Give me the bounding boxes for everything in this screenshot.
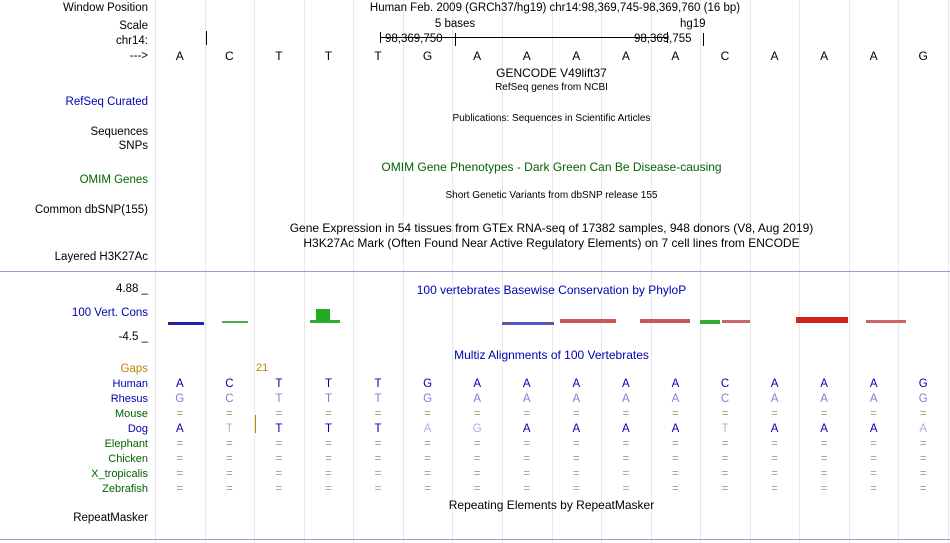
ruler-base: C — [225, 49, 234, 63]
alignment-base: = — [374, 468, 382, 480]
alignment-base: A — [522, 393, 531, 405]
alignment-base: A — [770, 378, 779, 390]
alignment-base: = — [374, 483, 382, 495]
alignment-base: = — [672, 468, 679, 480]
alignment-base: T — [225, 423, 233, 435]
alignment-base: G — [175, 393, 185, 405]
alignment-base: = — [919, 408, 927, 420]
alignment-base: = — [225, 483, 233, 495]
alignment-base: = — [275, 453, 283, 465]
alignment-base: = — [473, 468, 481, 480]
alignment-base: A — [473, 393, 481, 405]
alignment-base: = — [721, 438, 729, 450]
alignment-base: = — [325, 483, 332, 495]
alignment-base: = — [572, 438, 580, 450]
alignment-base: = — [820, 438, 828, 450]
scale-bar-label: 5 bases — [434, 18, 476, 30]
coordinate-label-left: 98,369,750 — [385, 33, 443, 45]
alignment-base: A — [770, 393, 779, 405]
track-label-common-dbsnp[interactable]: Common dbSNP(155) — [34, 204, 148, 216]
alignment-base: = — [919, 438, 927, 450]
species-label-chicken[interactable]: Chicken — [108, 453, 148, 465]
track-label-cons-max[interactable]: 4.88 _ — [116, 283, 148, 295]
ruler-base: A — [621, 49, 630, 63]
track-label-refseq-curated[interactable]: RefSeq Curated — [65, 96, 148, 108]
track-title[interactable]: RefSeq genes from NCBI — [495, 82, 608, 93]
alignment-base: C — [225, 393, 234, 405]
alignment-base: = — [572, 408, 580, 420]
alignment-base: = — [325, 453, 332, 465]
ruler-base: T — [324, 49, 333, 63]
alignment-base: A — [473, 378, 481, 390]
ruler-base: T — [275, 49, 283, 63]
ruler-base: G — [422, 49, 433, 63]
alignment-base: A — [522, 378, 531, 390]
alignment-base: = — [523, 483, 531, 495]
ruler-base: G — [918, 49, 928, 63]
alignment-base: T — [275, 378, 283, 390]
alignment-base: = — [176, 468, 184, 480]
alignment-base: = — [870, 408, 878, 420]
assembly-position-label: Human Feb. 2009 (GRCh37/hg19) chr14:98,369,745-98,369,760 (16 bp) — [369, 2, 741, 14]
alignment-base: = — [275, 438, 283, 450]
alignment-base: = — [919, 453, 927, 465]
alignment-base: = — [473, 438, 481, 450]
ruler-base: A — [473, 49, 482, 63]
alignment-base: A — [175, 423, 184, 435]
alignment-base: = — [275, 483, 283, 495]
alignment-base: = — [919, 483, 927, 495]
alignment-base: = — [721, 468, 729, 480]
alignment-base: A — [572, 378, 581, 390]
alignment-base: A — [770, 423, 779, 435]
alignment-base: A — [671, 393, 680, 405]
alignment-base: = — [176, 438, 184, 450]
ruler-base: A — [671, 49, 680, 63]
species-label-dog[interactable]: Dog — [127, 423, 148, 435]
track-label-gaps[interactable]: Gaps — [120, 363, 148, 375]
alignment-base: = — [622, 453, 630, 465]
ruler-base: A — [770, 49, 779, 63]
track-label-snps[interactable]: SNPs — [118, 140, 148, 152]
alignment-base: = — [820, 468, 828, 480]
alignment-base: = — [424, 468, 431, 480]
alignment-base: T — [275, 423, 283, 435]
alignment-base: = — [820, 483, 828, 495]
alignment-base: = — [225, 408, 233, 420]
alignment-base: = — [176, 453, 184, 465]
alignment-base: = — [622, 408, 630, 420]
alignment-base: A — [622, 378, 630, 390]
track-label-strand-arrow[interactable]: ---> — [129, 50, 148, 62]
alignment-base: = — [820, 408, 828, 420]
alignment-base: = — [374, 438, 382, 450]
alignment-base: A — [919, 423, 928, 435]
alignment-base: T — [374, 378, 382, 390]
track-label-scale[interactable]: Scale — [119, 20, 148, 32]
track-title[interactable]: Repeating Elements by RepeatMasker — [448, 498, 655, 512]
alignment-base: = — [523, 453, 531, 465]
alignment-base: T — [324, 423, 332, 435]
ruler-base: C — [720, 49, 730, 63]
ruler-base: A — [522, 49, 531, 63]
track-title[interactable]: Short Genetic Variants from dbSNP release 155 — [445, 190, 658, 201]
alignment-base: = — [424, 453, 431, 465]
alignment-base: = — [622, 468, 630, 480]
species-label-rhesus[interactable]: Rhesus — [110, 393, 148, 405]
alignment-base: = — [672, 453, 679, 465]
alignment-base: C — [225, 378, 234, 390]
alignment-base: = — [225, 468, 233, 480]
alignment-base: T — [721, 423, 729, 435]
alignment-base: = — [325, 468, 332, 480]
alignment-base: = — [275, 468, 283, 480]
alignment-base: = — [622, 483, 630, 495]
alignment-base: = — [424, 438, 431, 450]
alignment-base: = — [919, 468, 927, 480]
alignment-base: = — [672, 408, 679, 420]
track-title[interactable]: Publications: Sequences in Scientific Articles — [452, 113, 651, 124]
alignment-base: T — [324, 378, 332, 390]
alignment-base: A — [869, 378, 878, 390]
alignment-base: A — [820, 378, 828, 390]
track-label-repeatmasker[interactable]: RepeatMasker — [73, 512, 148, 524]
alignment-base: G — [423, 393, 433, 405]
ruler-base: A — [572, 49, 581, 63]
alignment-base: T — [374, 423, 382, 435]
alignment-base: A — [423, 423, 432, 435]
alignment-base: A — [572, 393, 581, 405]
track-label-sequences[interactable]: Sequences — [90, 126, 148, 138]
ruler-base: A — [175, 49, 184, 63]
ruler-base: T — [374, 49, 382, 63]
alignment-base: C — [720, 393, 730, 405]
alignment-base: G — [423, 378, 433, 390]
alignment-base: = — [374, 453, 382, 465]
alignment-base: = — [473, 483, 481, 495]
alignment-base: = — [424, 408, 431, 420]
alignment-base: = — [870, 438, 878, 450]
track-title[interactable]: Gene Expression in 54 tissues from GTEx RNA-seq of 17382 samples, 948 donors (V8, Aug 2019) — [289, 221, 814, 235]
track-title[interactable]: GENCODE V49lift37 — [496, 66, 607, 80]
alignment-base: = — [771, 468, 778, 480]
alignment-base: = — [523, 468, 531, 480]
coordinate-label-right: 98,369,755 — [634, 33, 692, 45]
alignment-base: = — [870, 483, 878, 495]
alignment-base: = — [325, 438, 332, 450]
ruler-base: A — [820, 49, 829, 63]
alignment-base: T — [324, 393, 332, 405]
alignment-base: G — [918, 378, 928, 390]
alignment-base: A — [869, 393, 878, 405]
alignment-base: = — [225, 438, 233, 450]
alignment-base: = — [721, 483, 729, 495]
track-label-cons-min[interactable]: -4.5 _ — [118, 331, 148, 343]
track-label-chrom[interactable]: chr14: — [116, 35, 148, 47]
species-label-elephant[interactable]: Elephant — [104, 438, 148, 450]
alignment-base: = — [870, 468, 878, 480]
alignment-base: = — [820, 453, 828, 465]
alignment-base: = — [572, 453, 580, 465]
track-title[interactable]: Multiz Alignments of 100 Vertebrates — [454, 348, 649, 362]
alignment-base: = — [771, 453, 778, 465]
species-label-x-tropicalis[interactable]: X_tropicalis — [91, 468, 148, 480]
alignment-base: = — [176, 408, 184, 420]
species-label-mouse[interactable]: Mouse — [114, 408, 148, 420]
alignment-base: = — [473, 453, 481, 465]
alignment-base: = — [424, 483, 431, 495]
alignment-base: = — [771, 438, 778, 450]
alignment-base: = — [672, 483, 679, 495]
alignment-base: A — [820, 393, 828, 405]
alignment-base: A — [175, 378, 184, 390]
alignment-base: A — [820, 423, 828, 435]
alignment-base: A — [671, 423, 680, 435]
track-label-window-position[interactable]: Window Position — [62, 2, 148, 14]
alignment-base: = — [771, 483, 778, 495]
alignment-base: C — [720, 378, 730, 390]
alignment-base: = — [325, 408, 332, 420]
alignment-base: = — [275, 408, 283, 420]
alignment-base: = — [721, 453, 729, 465]
species-label-zebrafish[interactable]: Zebrafish — [102, 483, 148, 495]
alignment-base: A — [522, 423, 531, 435]
alignment-base: = — [523, 408, 531, 420]
alignment-base: = — [225, 453, 233, 465]
track-label-omim-genes[interactable]: OMIM Genes — [79, 174, 148, 186]
alignment-base: = — [523, 438, 531, 450]
assembly-version-label: hg19 — [680, 18, 706, 30]
alignment-base: T — [374, 393, 382, 405]
track-title[interactable]: 100 vertebrates Basewise Conservation by PhyloP — [416, 283, 687, 297]
alignment-base: = — [622, 438, 630, 450]
alignment-base: = — [176, 483, 184, 495]
species-label-human[interactable]: Human — [112, 378, 148, 390]
alignment-base: = — [572, 483, 580, 495]
alignment-base: = — [473, 408, 481, 420]
alignment-base: = — [672, 438, 679, 450]
alignment-base: = — [771, 408, 778, 420]
alignment-base: = — [721, 408, 729, 420]
track-label-vert-cons[interactable]: 100 Vert. Cons — [71, 307, 148, 319]
alignment-base: G — [472, 423, 482, 435]
alignment-base: A — [622, 393, 630, 405]
ruler-base: A — [869, 49, 878, 63]
track-title[interactable]: H3K27Ac Mark (Often Found Near Active Regulatory Elements) on 7 cell lines from ENCODE — [303, 236, 800, 250]
track-title[interactable]: OMIM Gene Phenotypes - Dark Green Can Be Disease-causing — [381, 160, 722, 174]
alignment-base: A — [572, 423, 581, 435]
gaps-annotation: 21 — [256, 362, 269, 374]
alignment-base: A — [622, 423, 630, 435]
alignment-base: = — [870, 453, 878, 465]
track-label-layered-h3k27ac[interactable]: Layered H3K27Ac — [54, 251, 148, 263]
alignment-base: = — [374, 408, 382, 420]
alignment-base: A — [869, 423, 878, 435]
alignment-base: A — [671, 378, 680, 390]
alignment-base: T — [275, 393, 283, 405]
alignment-base: = — [572, 468, 580, 480]
alignment-base: G — [918, 393, 928, 405]
